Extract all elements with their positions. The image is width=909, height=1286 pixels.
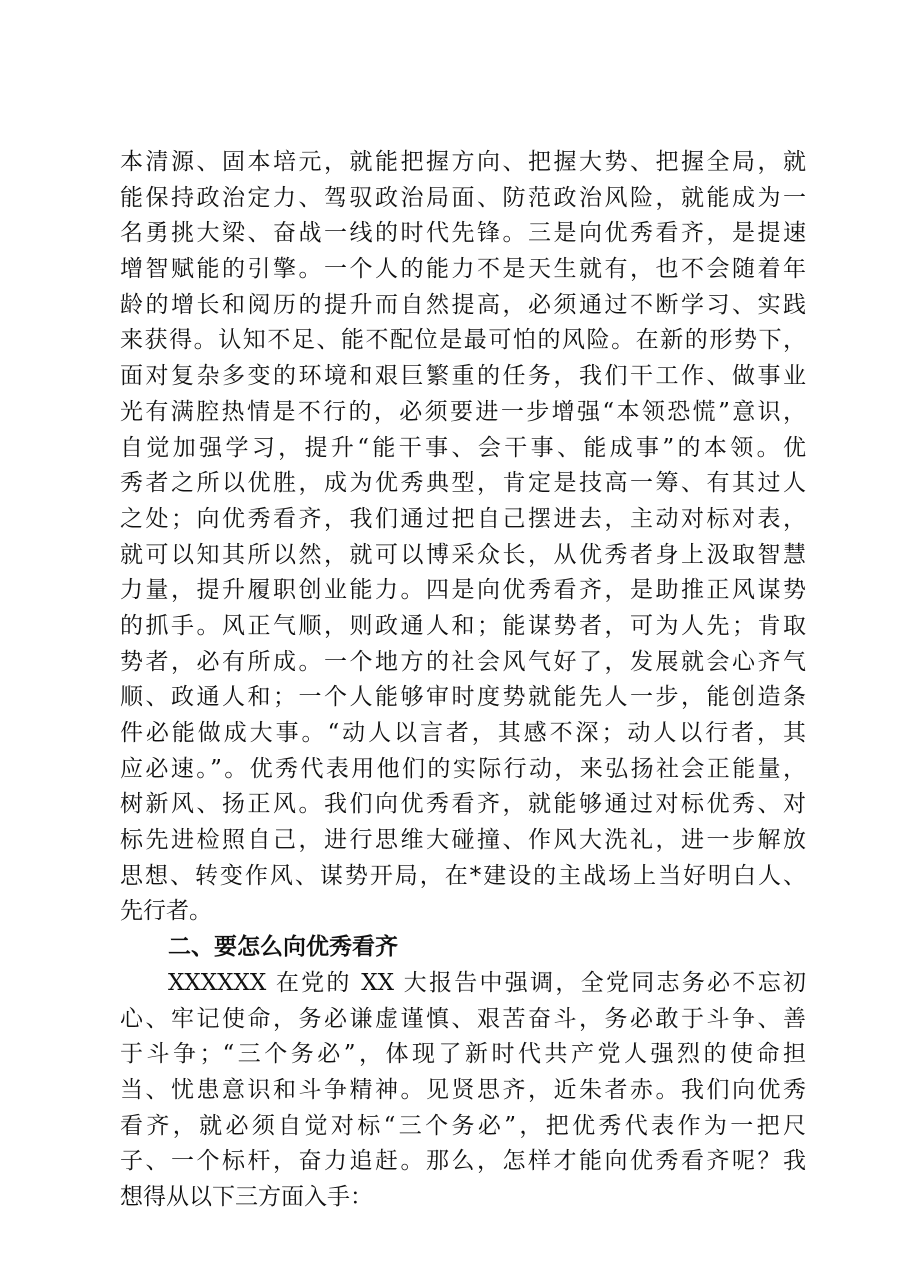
text-line: 看齐，就必须自觉对标“三个务必”，把优秀代表作为一把尺 [120,1112,806,1139]
text-line: 思想、转变作风、谋势开局，在*建设的主战场上当好明白人、 [120,862,806,889]
text-line: 想得从以下三方面入手： [120,1183,373,1210]
text-line: 能保持政治定力、驾驭政治局面、防范政治风险，就能成为一 [120,184,806,211]
text-line: 本清源、固本培元，就能把握方向、把握大势、把握全局，就 [120,149,806,175]
text-line: 心、牢记使命，务必谦虚谨慎、艰苦奋斗，务必敢于斗争、善 [120,1005,806,1032]
section-heading: 二、要怎么向优秀看齐 [168,934,398,961]
text-line: 龄的增长和阅历的提升而自然提高，必须通过不断学习、实践 [120,291,806,318]
text-line: 来获得。认知不足、能不配位是最可怕的风险。在新的形势下， [120,327,806,354]
text-line: 面对复杂多变的环境和艰巨繁重的任务，我们干工作、做事业 [120,363,806,390]
text-line: 子、一个标杆，奋力追赶。那么，怎样才能向优秀看齐呢？我 [120,1148,806,1175]
text-line: 就可以知其所以然，就可以博采众长，从优秀者身上汲取智慧 [120,541,806,568]
text-line: 光有满腔热情是不行的，必须要进一步增强“本领恐慌”意识， [120,398,806,425]
text-line: 势者，必有所成。一个地方的社会风气好了，发展就会心齐气 [120,648,806,675]
text-line: 自觉加强学习，提升“能干事、会干事、能成事”的本领。优 [120,434,806,461]
text-line: 力量，提升履职创业能力。四是向优秀看齐，是助推正风谋势 [120,577,806,604]
text-line: 于斗争；“三个务必”，体现了新时代共产党人强烈的使命担 [120,1041,806,1068]
body-paragraph [120,145,806,930]
text-line: 先行者。 [120,898,212,925]
text-line: 标先进检照自己，进行思维大碰撞、作风大洗礼，进一步解放 [120,827,806,854]
text-line: 增智赋能的引擎。一个人的能力不是天生就有，也不会随着年 [120,256,806,283]
body-paragraph [120,966,806,1216]
text-line: 当、忧患意识和斗争精神。见贤思齐，近朱者赤。我们向优秀 [120,1076,806,1103]
text-line: 件必能做成大事。“动人以言者，其感不深；动人以行者，其 [120,720,806,746]
text-line: 顺、政通人和；一个人能够审时度势就能先人一步，能创造条 [120,684,806,711]
text-line: 应必速。”。优秀代表用他们的实际行动，来弘扬社会正能量， [120,755,806,782]
text-line: 的抓手。风正气顺，则政通人和；能谋势者，可为人先；肯取 [120,612,806,639]
text-line: 之处；向优秀看齐，我们通过把自己摆进去，主动对标对表， [120,505,806,532]
text-line: 秀者之所以优胜，成为优秀典型，肯定是技高一筹、有其过人 [120,470,806,497]
text-line: 名勇挑大梁、奋战一线的时代先锋。三是向优秀看齐，是提速 [120,220,806,247]
text-line: XXXXXX 在党的 XX 大报告中强调，全党同志务必不忘初 [168,969,806,996]
document-page [120,145,806,1216]
text-line: 树新风、扬正风。我们向优秀看齐，就能够通过对标优秀、对 [120,791,806,818]
